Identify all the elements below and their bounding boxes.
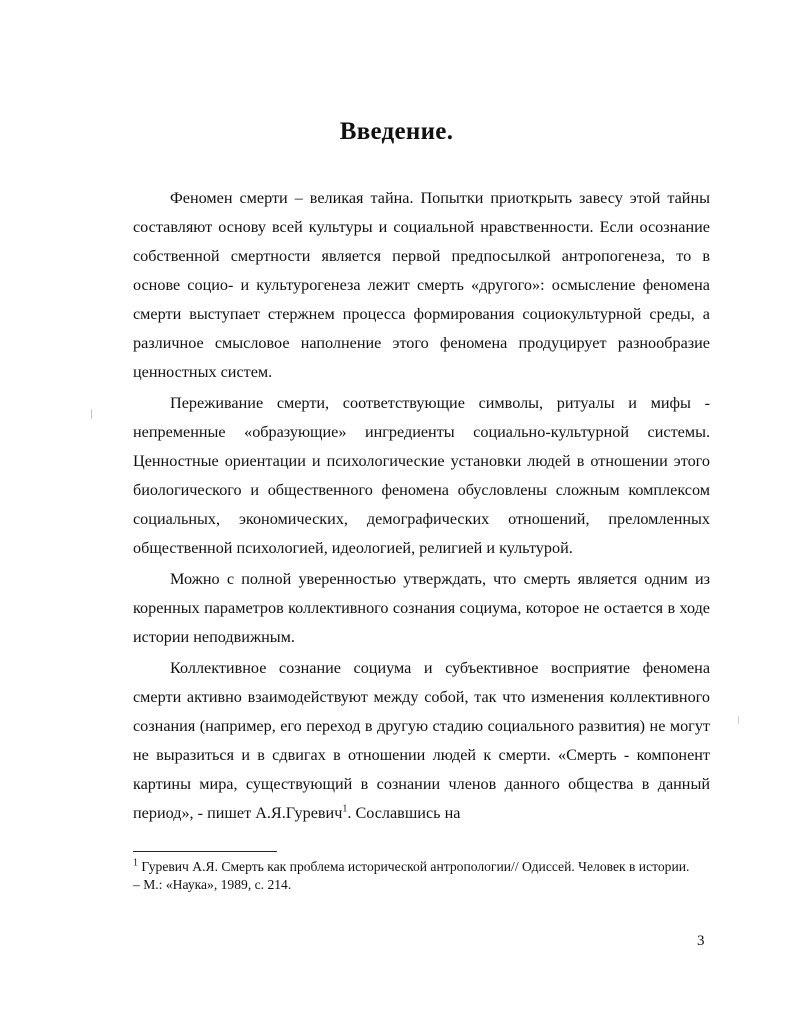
paragraph-4-text: Коллективное сознание социума и субъективное восприятие феномена смерти активно взаимодействуют между собой, так что изменения коллективного сознания (например, его переход в другую стадию социального развития) не могут не выразиться и в сдвигах в отношении людей к смерти. «Смерть - компонент картины мира, существующий в сознании членов данного общества в данный период», - пишет А.Я.Гуревич [133, 659, 710, 822]
page-number: 3 [697, 933, 705, 949]
footnote [133, 858, 693, 894]
footnote-reference[interactable]: 1 [342, 803, 348, 815]
scan-artifact [738, 716, 739, 724]
scan-artifact [91, 409, 92, 419]
paragraph-1: Феномен смерти – великая тайна. Попытки приоткрыть завесу этой тайны составляют основу всей культуры и социальной нравственности. Если осознание собственной смертности является первой предпосылкой антропогенеза, то в основе социо- и культурогенеза лежит смерть «другого»: осмысление феномена смерти выступает стержнем процесса формирования социокультурной среды, а различное смысловое наполнение этого феномена продуцирует разнообразие ценностных систем. [133, 189, 710, 381]
paragraph-4 [133, 654, 710, 828]
paragraph-2: Переживание смерти, соответствующие символы, ритуалы и мифы - непременные «образующие» ингредиенты социально-культурной системы. Ценностные ориентации и психологические установки людей в отношении этого биологического и общественного феномена обусловлены сложным комплексом социальных, экономических, демографических отношений, преломленных общественной психологией, идеологией, религией и культурой. [133, 394, 710, 557]
paragraph-3: Можно с полной уверенностью утверждать, что смерть является одним из коренных параметров коллективного сознания социума, которое не остается в ходе истории неподвижным. [133, 570, 710, 646]
footnote-divider [133, 851, 277, 852]
paragraph-4-text-end: . Сославшись на [347, 804, 461, 822]
page-title: Введение. [339, 118, 454, 145]
body-text [133, 184, 710, 830]
footnote-text: Гуревич А.Я. Смерть как проблема исторической антропологии// Одиссей. Человек в истории. – М.: «Наука», 1989, с. 214. [133, 859, 690, 892]
footnote-marker: 1 [133, 857, 138, 869]
